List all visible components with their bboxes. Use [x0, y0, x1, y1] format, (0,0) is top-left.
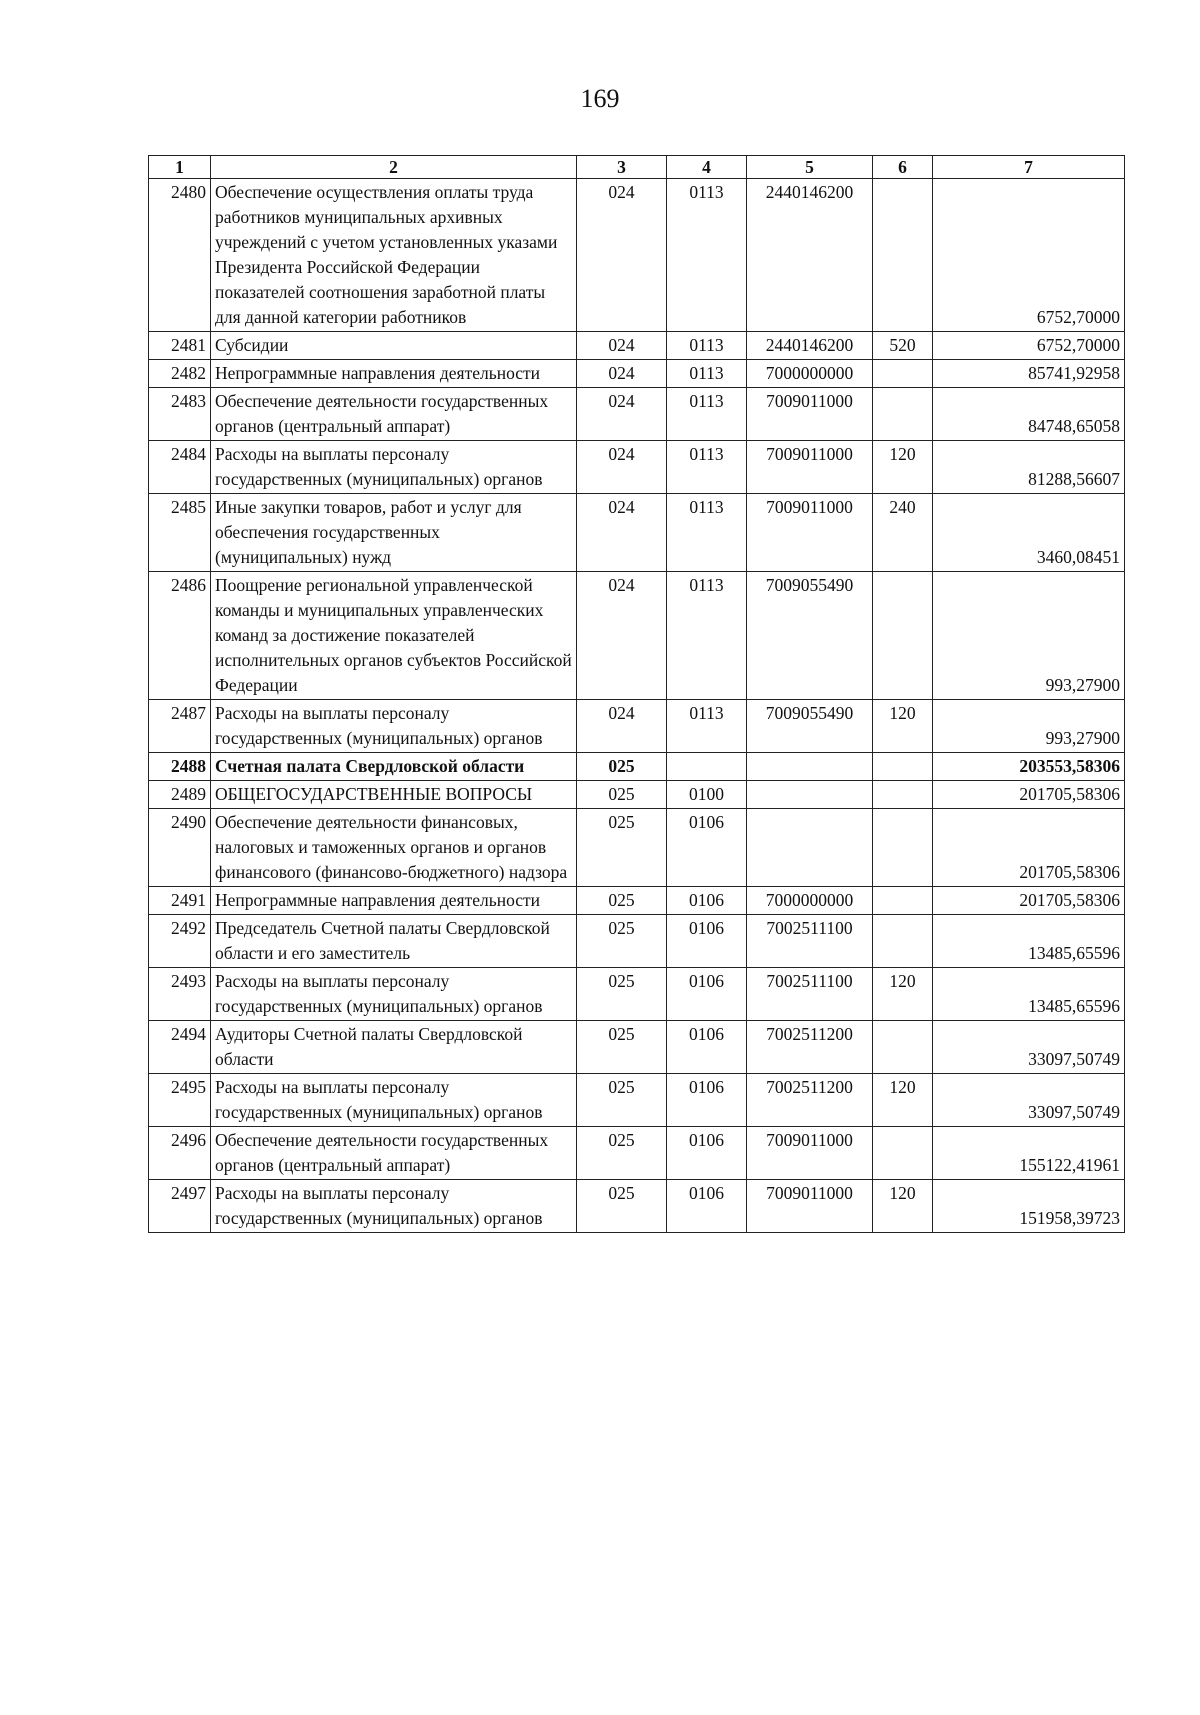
- row-amount: 13485,65596: [933, 968, 1125, 1021]
- row-number: 2492: [149, 915, 211, 968]
- table-row: [149, 360, 1125, 388]
- row-name: Расходы на выплаты персоналу государственных (муниципальных) органов: [211, 968, 577, 1021]
- row-name: Расходы на выплаты персоналу государственных (муниципальных) органов: [211, 1180, 577, 1233]
- row-expense-type: 120: [873, 1180, 933, 1233]
- row-number: 2488: [149, 753, 211, 781]
- row-target-code: 7009011000: [747, 494, 873, 572]
- row-section-code: 0106: [667, 1127, 747, 1180]
- row-name: Председатель Счетной палаты Свердловской области и его заместитель: [211, 915, 577, 968]
- row-name: Расходы на выплаты персоналу государственных (муниципальных) органов: [211, 441, 577, 494]
- table-row: [149, 887, 1125, 915]
- row-expense-type: [873, 1127, 933, 1180]
- row-amount: 3460,08451: [933, 494, 1125, 572]
- row-ministry-code: 024: [577, 494, 667, 572]
- row-amount: 201705,58306: [933, 781, 1125, 809]
- header-cell-5: 5: [747, 156, 873, 179]
- row-amount: 84748,65058: [933, 388, 1125, 441]
- row-ministry-code: 025: [577, 753, 667, 781]
- row-target-code: 7009055490: [747, 572, 873, 700]
- row-name: Поощрение региональной управленческой команды и муниципальных управленческих команд за достижение показателей исполнительных органов субъектов Российской Федерации: [211, 572, 577, 700]
- row-number: 2493: [149, 968, 211, 1021]
- row-ministry-code: 024: [577, 700, 667, 753]
- row-name: Непрограммные направления деятельности: [211, 360, 577, 388]
- header-cell-3: 3: [577, 156, 667, 179]
- row-name: Расходы на выплаты персоналу государственных (муниципальных) органов: [211, 1074, 577, 1127]
- row-amount: 201705,58306: [933, 887, 1125, 915]
- table-row: [149, 915, 1125, 968]
- table-row: [149, 441, 1125, 494]
- row-expense-type: [873, 781, 933, 809]
- row-name: Обеспечение осуществления оплаты труда работников муниципальных архивных учреждений с учетом установленных указами Президента Российской Федерации показателей соотношения заработной платы для данной категории работников: [211, 179, 577, 332]
- table-body: [149, 179, 1125, 1233]
- row-name: Счетная палата Свердловской области: [211, 753, 577, 781]
- row-section-code: 0113: [667, 441, 747, 494]
- row-target-code: [747, 781, 873, 809]
- row-number: 2494: [149, 1021, 211, 1074]
- row-section-code: 0113: [667, 572, 747, 700]
- row-section-code: 0106: [667, 1074, 747, 1127]
- table-row: [149, 332, 1125, 360]
- row-name: Обеспечение деятельности государственных органов (центральный аппарат): [211, 388, 577, 441]
- header-cell-6: 6: [873, 156, 933, 179]
- row-target-code: 7009011000: [747, 1127, 873, 1180]
- header-cell-2: 2: [211, 156, 577, 179]
- row-target-code: 7009011000: [747, 441, 873, 494]
- row-section-code: 0113: [667, 360, 747, 388]
- budget-table: [148, 155, 1125, 1233]
- row-target-code: 7002511100: [747, 915, 873, 968]
- row-number: 2489: [149, 781, 211, 809]
- row-number: 2491: [149, 887, 211, 915]
- header-cell-1: 1: [149, 156, 211, 179]
- row-expense-type: 120: [873, 968, 933, 1021]
- row-expense-type: [873, 753, 933, 781]
- row-ministry-code: 024: [577, 388, 667, 441]
- row-name: Обеспечение деятельности государственных органов (центральный аппарат): [211, 1127, 577, 1180]
- row-name: Непрограммные направления деятельности: [211, 887, 577, 915]
- row-section-code: 0106: [667, 915, 747, 968]
- row-target-code: 7002511200: [747, 1074, 873, 1127]
- header-cell-4: 4: [667, 156, 747, 179]
- table-row: [149, 753, 1125, 781]
- row-number: 2495: [149, 1074, 211, 1127]
- row-name: Субсидии: [211, 332, 577, 360]
- row-expense-type: [873, 388, 933, 441]
- row-number: 2484: [149, 441, 211, 494]
- row-number: 2485: [149, 494, 211, 572]
- row-number: 2487: [149, 700, 211, 753]
- row-target-code: 7009055490: [747, 700, 873, 753]
- row-ministry-code: 025: [577, 781, 667, 809]
- row-target-code: 7002511200: [747, 1021, 873, 1074]
- header-row: [149, 156, 1125, 179]
- table-row: [149, 968, 1125, 1021]
- table-row: [149, 388, 1125, 441]
- row-amount: 6752,70000: [933, 332, 1125, 360]
- row-section-code: 0106: [667, 1180, 747, 1233]
- row-expense-type: 120: [873, 441, 933, 494]
- row-name: ОБЩЕГОСУДАРСТВЕННЫЕ ВОПРОСЫ: [211, 781, 577, 809]
- row-section-code: [667, 753, 747, 781]
- row-number: 2480: [149, 179, 211, 332]
- row-expense-type: 120: [873, 1074, 933, 1127]
- row-ministry-code: 024: [577, 572, 667, 700]
- row-number: 2482: [149, 360, 211, 388]
- table-row: [149, 809, 1125, 887]
- row-expense-type: [873, 915, 933, 968]
- row-expense-type: 240: [873, 494, 933, 572]
- table-row: [149, 572, 1125, 700]
- table-row: [149, 1021, 1125, 1074]
- row-section-code: 0113: [667, 332, 747, 360]
- row-expense-type: [873, 179, 933, 332]
- row-amount: 6752,70000: [933, 179, 1125, 332]
- row-amount: 993,27900: [933, 572, 1125, 700]
- row-ministry-code: 025: [577, 1127, 667, 1180]
- table-row: [149, 494, 1125, 572]
- row-number: 2481: [149, 332, 211, 360]
- row-ministry-code: 024: [577, 179, 667, 332]
- row-target-code: 2440146200: [747, 332, 873, 360]
- row-number: 2490: [149, 809, 211, 887]
- row-expense-type: [873, 572, 933, 700]
- row-section-code: 0113: [667, 700, 747, 753]
- row-amount: 81288,56607: [933, 441, 1125, 494]
- row-ministry-code: 025: [577, 887, 667, 915]
- row-target-code: 7000000000: [747, 360, 873, 388]
- row-amount: 151958,39723: [933, 1180, 1125, 1233]
- row-amount: 33097,50749: [933, 1021, 1125, 1074]
- row-number: 2486: [149, 572, 211, 700]
- row-ministry-code: 024: [577, 332, 667, 360]
- row-expense-type: [873, 887, 933, 915]
- row-amount: 993,27900: [933, 700, 1125, 753]
- row-expense-type: 520: [873, 332, 933, 360]
- row-amount: 155122,41961: [933, 1127, 1125, 1180]
- row-amount: 13485,65596: [933, 915, 1125, 968]
- row-amount: 33097,50749: [933, 1074, 1125, 1127]
- table-row: [149, 1074, 1125, 1127]
- row-name: Иные закупки товаров, работ и услуг для обеспечения государственных (муниципальных) нужд: [211, 494, 577, 572]
- row-section-code: 0106: [667, 887, 747, 915]
- row-number: 2497: [149, 1180, 211, 1233]
- row-section-code: 0100: [667, 781, 747, 809]
- row-section-code: 0113: [667, 494, 747, 572]
- table-row: [149, 700, 1125, 753]
- row-expense-type: [873, 809, 933, 887]
- table-row: [149, 179, 1125, 332]
- table-row: [149, 1127, 1125, 1180]
- row-target-code: [747, 753, 873, 781]
- page-number: 169: [580, 84, 620, 113]
- row-amount: 85741,92958: [933, 360, 1125, 388]
- row-ministry-code: 025: [577, 1180, 667, 1233]
- row-ministry-code: 025: [577, 1074, 667, 1127]
- row-target-code: [747, 809, 873, 887]
- row-target-code: 2440146200: [747, 179, 873, 332]
- table-row: [149, 1180, 1125, 1233]
- row-section-code: 0113: [667, 179, 747, 332]
- table-row: [149, 781, 1125, 809]
- row-expense-type: [873, 360, 933, 388]
- row-amount: 203553,58306: [933, 753, 1125, 781]
- row-number: 2483: [149, 388, 211, 441]
- row-ministry-code: 024: [577, 441, 667, 494]
- row-target-code: 7002511100: [747, 968, 873, 1021]
- header-cell-7: 7: [933, 156, 1125, 179]
- row-ministry-code: 024: [577, 360, 667, 388]
- row-name: Расходы на выплаты персоналу государственных (муниципальных) органов: [211, 700, 577, 753]
- row-target-code: 7009011000: [747, 388, 873, 441]
- row-ministry-code: 025: [577, 809, 667, 887]
- row-section-code: 0106: [667, 1021, 747, 1074]
- row-target-code: 7009011000: [747, 1180, 873, 1233]
- row-number: 2496: [149, 1127, 211, 1180]
- row-ministry-code: 025: [577, 1021, 667, 1074]
- row-name: Аудиторы Счетной палаты Свердловской области: [211, 1021, 577, 1074]
- row-expense-type: [873, 1021, 933, 1074]
- row-name: Обеспечение деятельности финансовых, налоговых и таможенных органов и органов финансового (финансово-бюджетного) надзора: [211, 809, 577, 887]
- row-target-code: 7000000000: [747, 887, 873, 915]
- row-section-code: 0106: [667, 809, 747, 887]
- row-ministry-code: 025: [577, 968, 667, 1021]
- row-amount: 201705,58306: [933, 809, 1125, 887]
- row-ministry-code: 025: [577, 915, 667, 968]
- row-section-code: 0106: [667, 968, 747, 1021]
- row-section-code: 0113: [667, 388, 747, 441]
- row-expense-type: 120: [873, 700, 933, 753]
